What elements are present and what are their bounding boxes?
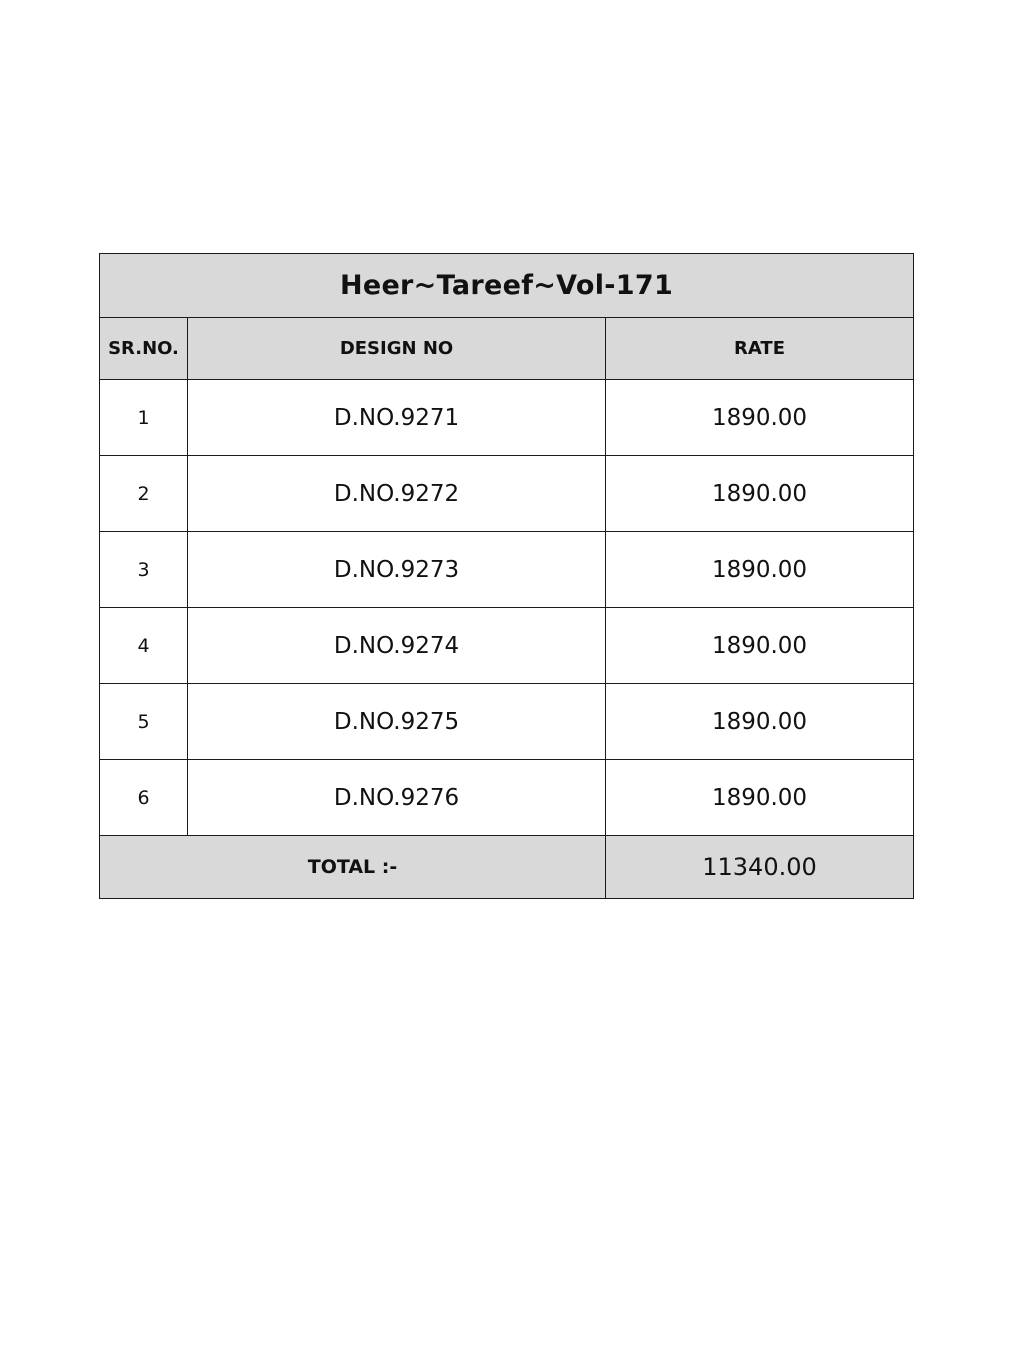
total-label: TOTAL :- [100,836,606,899]
design-no-cell: D.NO.9274 [188,608,606,684]
total-value: 11340.00 [606,836,914,899]
sr-no-cell: 2 [100,456,188,532]
design-no-cell: D.NO.9275 [188,684,606,760]
sr-no-cell: 5 [100,684,188,760]
catalog-title: Heer~Tareef~Vol-171 [100,254,914,318]
table-row [100,608,914,684]
column-header-rate: RATE [606,318,914,380]
design-no-cell: D.NO.9272 [188,456,606,532]
design-no-cell: D.NO.9271 [188,380,606,456]
rate-cell: 1890.00 [606,684,914,760]
design-no-cell: D.NO.9276 [188,760,606,836]
table-row [100,380,914,456]
title-row [100,254,914,318]
rate-cell: 1890.00 [606,380,914,456]
price-list-table [99,253,914,899]
sr-no-cell: 1 [100,380,188,456]
design-no-cell: D.NO.9273 [188,532,606,608]
table-row [100,532,914,608]
column-header-sr-no: SR.NO. [100,318,188,380]
rate-cell: 1890.00 [606,608,914,684]
header-row [100,318,914,380]
table-row [100,684,914,760]
sr-no-cell: 6 [100,760,188,836]
column-header-design-no: DESIGN NO [188,318,606,380]
rate-cell: 1890.00 [606,456,914,532]
sr-no-cell: 3 [100,532,188,608]
table-row [100,760,914,836]
rate-cell: 1890.00 [606,532,914,608]
table-row [100,456,914,532]
sr-no-cell: 4 [100,608,188,684]
rate-cell: 1890.00 [606,760,914,836]
total-row [100,836,914,899]
